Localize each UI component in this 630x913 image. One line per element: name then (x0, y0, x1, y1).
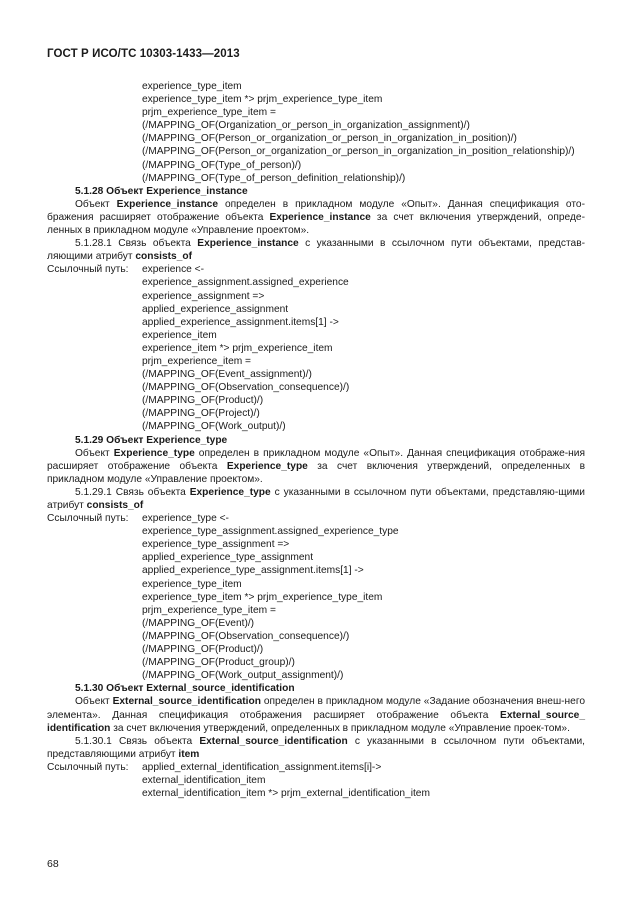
code-line: experience_type_item (142, 578, 242, 590)
reference-path-label: Ссылочный путь: (47, 513, 129, 525)
paragraph: 5.1.28.1 Связь объекта Experience_instance с указанными в ссылочном пути объектами, представ-ляющими атрибут consists_of (47, 238, 585, 263)
code-line: experience_type_item (142, 81, 242, 92)
section-heading-5-1-28: 5.1.28 Объект Experience_instance (75, 185, 248, 197)
section-heading-5-1-29: 5.1.29 Объект Experience_type (75, 434, 228, 446)
code-line: (/MAPPING_OF(Project)/) (142, 408, 260, 420)
code-line: prjm_experience_type_item = (142, 604, 276, 616)
code-line: (/MAPPING_OF(Observation_consequence)/) (142, 382, 350, 394)
section-heading-5-1-30: 5.1.30 Объект External_source_identification (75, 683, 295, 695)
code-line: (/MAPPING_OF(Observation_consequence)/) (142, 630, 350, 642)
code-line: (/MAPPING_OF(Event)/) (142, 617, 255, 629)
code-line: experience_assignment => (142, 290, 265, 302)
reference-path (47, 512, 585, 525)
code-line: (/MAPPING_OF(Work_output)/) (142, 421, 286, 433)
code-line: applied_experience_type_assignment (142, 552, 314, 564)
code-line: (/MAPPING_OF(Type_of_person)/) (142, 159, 302, 171)
code-line: experience_item (142, 329, 217, 341)
code-line: experience_type_assignment.assigned_experience_type (142, 526, 399, 538)
page-content (47, 80, 585, 800)
paragraph: Объект Experience_instance определен в прикладном модуле «Опыт». Данная спецификация ото-бражения расширяет отображение объекта Experience_instance за счет включения утверждений, опреде-ленных в прикладном модуле «Управление проектом». (47, 198, 585, 237)
reference-path-label: Ссылочный путь: (47, 761, 129, 773)
code-line: (/MAPPING_OF(Work_output_assignment)/) (142, 670, 344, 682)
code-line: experience_type_assignment => (142, 539, 290, 551)
code-line: applied_experience_type_assignment.items[1] -> (142, 565, 364, 577)
code-line: experience_type <- (142, 513, 229, 525)
reference-path (47, 761, 585, 774)
code-line: external_identification_item *> prjm_external_identification_item (142, 788, 430, 800)
code-line: experience <- (142, 264, 205, 276)
code-line: (/MAPPING_OF(Person_or_organization_or_person_in_organization_in_position_relationship)/) (142, 146, 575, 158)
code-line: applied_experience_assignment (142, 303, 289, 315)
code-line: (/MAPPING_OF(Organization_or_person_in_organization_assignment)/) (142, 120, 470, 132)
code-line: experience_item *> prjm_experience_item (142, 342, 333, 354)
code-line: experience_type_item *> prjm_experience_type_item (142, 591, 383, 603)
paragraph: Объект External_source_identification определен в прикладном модуле «Задание обозначения внеш-него элемента». Данная спецификация отображения расширяет отображение объекта External_source_ identification за счет включения утверждений, определенных в прикладном модуле «Управление проек-том». (47, 696, 585, 734)
paragraph: 5.1.30.1 Связь объекта External_source_identification с указанными в ссылочном пути объектами, представляющими атрибут item (47, 735, 585, 760)
paragraph: Объект Experience_type определен в прикладном модуле «Опыт». Данная спецификация отображе-ния расширяет отображение объекта Experience_type за счет включения утверждений, определенных в прикладном модуле «Управление проектом». (47, 447, 586, 485)
code-line: (/MAPPING_OF(Product)/) (142, 644, 264, 656)
code-line: (/MAPPING_OF(Product)/) (142, 395, 264, 407)
code-line: (/MAPPING_OF(Event_assignment)/) (142, 369, 312, 381)
page-header: ГОСТ Р ИСО/ТС 10303-1433—2013 (47, 48, 240, 60)
code-line: (/MAPPING_OF(Person_or_organization_or_person_in_organization_in_position)/) (142, 133, 517, 145)
code-line: (/MAPPING_OF(Product_group)/) (142, 657, 295, 669)
code-line: experience_type_item *> prjm_experience_type_item (142, 94, 383, 106)
code-line: prjm_experience_type_item = (142, 107, 276, 119)
page-number: 68 (47, 858, 59, 870)
code-line: prjm_experience_item = (142, 355, 252, 367)
reference-path-label: Ссылочный путь: (47, 264, 129, 276)
code-line: experience_assignment.assigned_experience (142, 277, 349, 289)
code-line: applied_external_identification_assignment.items[i]-> (142, 761, 382, 773)
code-line: (/MAPPING_OF(Type_of_person_definition_relationship)/) (142, 172, 406, 184)
paragraph: 5.1.29.1 Связь объекта Experience_type с указанными в ссылочном пути объектами, представляю-щими атрибут consists_of (47, 486, 585, 511)
code-line: applied_experience_assignment.items[1] -> (142, 316, 339, 328)
reference-path (47, 263, 585, 276)
code-line: external_identification_item (142, 774, 266, 786)
